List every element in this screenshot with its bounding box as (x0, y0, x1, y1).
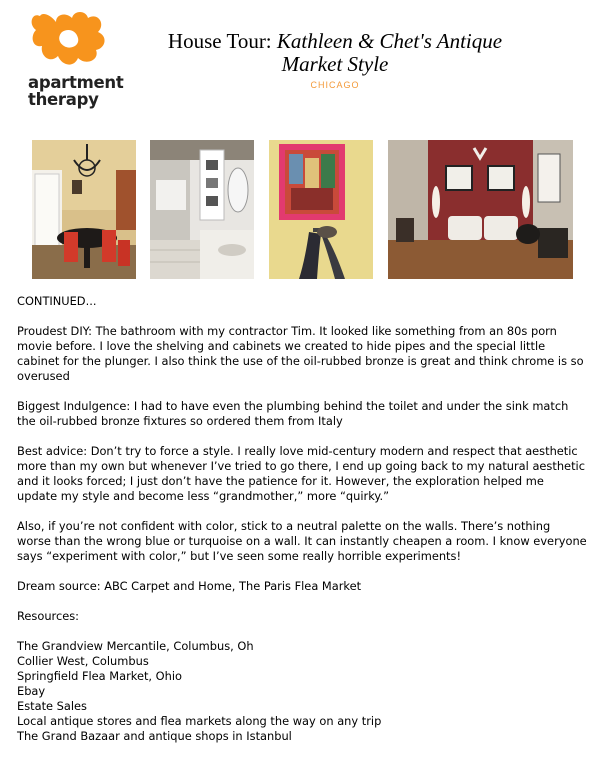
list-item: Ebay (17, 684, 46, 698)
best-advice-paragraph: Best advice: Don’t try to force a style. I really love mid-century modern and respect that aesthetic more than my own but whenever I’ve tried to go there, I end up going back to my natural aesthetic and it looks forced; I just don’t have the patience for it. However, the exploration helped me update my style and become less “grandmother,” more “quirky.” (17, 444, 585, 503)
title-italic-1: Kathleen & Chet's Antique (276, 29, 503, 53)
logo-mark-icon (28, 10, 108, 72)
photo-painting[interactable] (269, 140, 373, 279)
resources-list (17, 639, 587, 744)
logo-text (28, 74, 123, 108)
resources-heading: Resources: (17, 609, 80, 623)
list-item: Estate Sales (17, 699, 87, 713)
color-advice-paragraph: Also, if you’re not confident with color, stick to a neutral palette on the walls. There’s nothing worse than the wrong blue or turquoise on a wall. It can instantly cheapen a room. I know everyone says “experiment with color,” but I’ve seen some really horrible experiments! (17, 519, 587, 563)
list-item: Springfield Flea Market, Ohio (17, 669, 182, 683)
apartment-therapy-logo[interactable] (20, 10, 130, 115)
page-title (140, 30, 530, 76)
dining-room-image (32, 140, 136, 279)
logo-line-2: therapy (28, 90, 99, 109)
painting-image (269, 140, 373, 279)
proudest-diy-paragraph: Proudest DIY: The bathroom with my contractor Tim. It looked like something from an 80s porn movie before. I love the shelving and cabinets we created to hide pipes and the special little cabinet for the plunger. I also think the use of the oil-rubbed bronze is great and think chrome is so overused (17, 324, 584, 383)
continued-label: CONTINUED... (17, 294, 97, 308)
list-item: Local antique stores and flea markets along the way on any trip (17, 714, 382, 728)
city-label: CHICAGO (310, 80, 360, 90)
biggest-indulgence-paragraph: Biggest Indulgence: I had to have even the plumbing behind the toilet and under the sink match the oil-rubbed bronze fixtures so ordered them from Italy (17, 399, 569, 428)
article-body (17, 294, 587, 744)
dream-source-paragraph: Dream source: ABC Carpet and Home, The Paris Flea Market (17, 579, 362, 593)
photo-living-room[interactable] (388, 140, 573, 279)
logo-line-1: apartment (28, 73, 124, 92)
list-item: The Grand Bazaar and antique shops in Istanbul (17, 729, 292, 743)
title-italic-2: Market Style (281, 52, 389, 76)
photo-dining-room[interactable] (32, 140, 136, 279)
list-item: The Grandview Mercantile, Columbus, Oh (17, 639, 254, 653)
title-prefix: House Tour: (167, 29, 277, 53)
list-item: Collier West, Columbus (17, 654, 149, 668)
bathroom-image (150, 140, 254, 279)
photo-bathroom[interactable] (150, 140, 254, 279)
living-room-image (388, 140, 573, 279)
